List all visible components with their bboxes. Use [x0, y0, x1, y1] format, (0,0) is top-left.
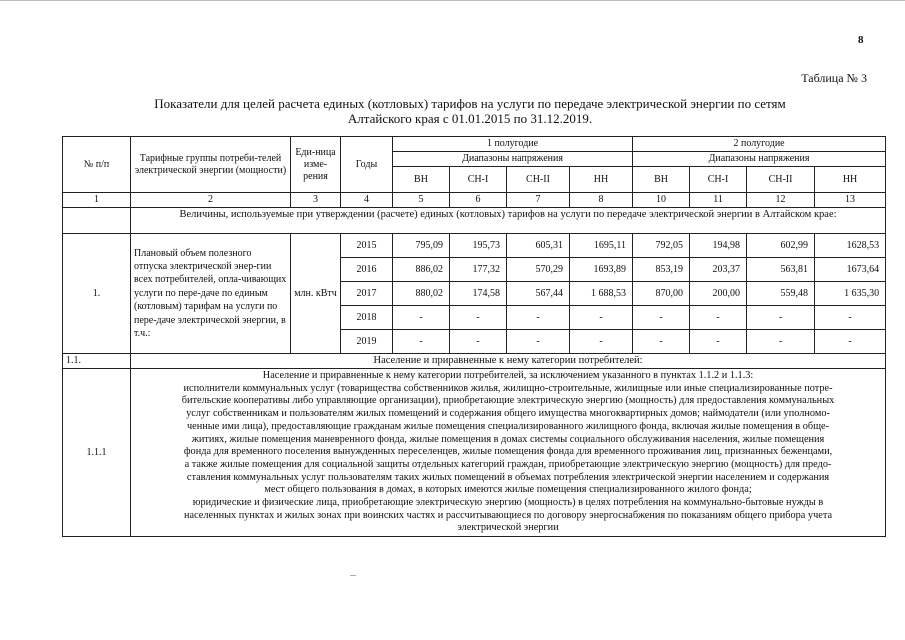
- text-line: а также жилые помещения для социальной защиты отдельных категорий граждан, приобретающие электрическую энергию (мощность) для предо-: [184, 458, 832, 470]
- value-cell: 602,99: [747, 234, 815, 258]
- header-half-1: 1 полугодие: [393, 137, 633, 152]
- value-cell: -: [815, 306, 886, 330]
- value-cell: 194,98: [690, 234, 747, 258]
- tariff-table: [62, 136, 886, 537]
- column-number: 4: [341, 193, 393, 208]
- header-unit: Еди-ница изме-рения: [291, 137, 341, 193]
- value-cell: -: [633, 330, 690, 354]
- value-cell: -: [507, 306, 570, 330]
- text-line: электрической энергии: [457, 522, 559, 534]
- header-level: ВН: [393, 167, 450, 193]
- text-line: ставления коммунальных услуг пользователям таких жилых помещений в объемах потребления электрической энергии населением и содержания: [186, 471, 830, 483]
- column-number: 5: [393, 193, 450, 208]
- header-groups: Тарифные группы потреби-телей электрической энергии (мощности): [131, 137, 291, 193]
- title-line-1: Показатели для целей расчета единых (котловых) тарифов на услуги по передаче электрической энергии по сетям: [154, 96, 786, 111]
- value-cell: -: [633, 306, 690, 330]
- header-level: СН-I: [690, 167, 747, 193]
- value-cell: 200,00: [690, 282, 747, 306]
- column-number: 8: [570, 193, 633, 208]
- value-cell: 1 635,30: [815, 282, 886, 306]
- table-label: Таблица № 3: [801, 71, 867, 85]
- value-cell: -: [393, 306, 450, 330]
- year-cell: 2015: [341, 234, 393, 258]
- value-cell: -: [393, 330, 450, 354]
- value-cell: 795,09: [393, 234, 450, 258]
- value-cell: 195,73: [450, 234, 507, 258]
- column-number: 11: [690, 193, 747, 208]
- value-cell: -: [815, 330, 886, 354]
- table-row-1-1: [63, 354, 886, 369]
- value-cell: -: [747, 330, 815, 354]
- value-cell: 792,05: [633, 234, 690, 258]
- value-cell: 570,29: [507, 258, 570, 282]
- scan-top-edge: [0, 0, 905, 1]
- value-cell: 563,81: [747, 258, 815, 282]
- value-cell: 1695,11: [570, 234, 633, 258]
- value-cell: -: [450, 330, 507, 354]
- text-line: мест общего пользования в домах, в которых имеются жилые помещения специализированного жилого фонда;: [264, 484, 752, 496]
- row-group-name: Плановый объем полезного отпуска электрической энер-гии всех потребителей, опла-чивающих услуги по пере-даче по единым (котловым) тарифам на услуги по пере-даче электрической энергии, в т.ч.:: [131, 234, 291, 354]
- column-number: 1: [63, 193, 131, 208]
- value-cell: -: [570, 330, 633, 354]
- text-line: исполнители коммунальных услуг (товарищества собственников жилья, жилищно-строительные, жилищные или иные специализированные потре-: [183, 382, 833, 394]
- header-level: ВН: [633, 167, 690, 193]
- value-cell: 880,02: [393, 282, 450, 306]
- row-unit: млн. кВтч: [291, 234, 341, 354]
- column-number: 6: [450, 193, 507, 208]
- header-ranges-1: Диапазоны напряжения: [393, 152, 633, 167]
- value-cell: -: [507, 330, 570, 354]
- column-number: 7: [507, 193, 570, 208]
- column-number: 3: [291, 193, 341, 208]
- value-cell: 605,31: [507, 234, 570, 258]
- page-number: 8: [858, 34, 864, 46]
- value-cell: 853,19: [633, 258, 690, 282]
- year-cell: 2017: [341, 282, 393, 306]
- value-cell: 559,48: [747, 282, 815, 306]
- value-cell: 870,00: [633, 282, 690, 306]
- section-title: Величины, используемые при утверждении (расчете) единых (котловых) тарифов на услуги по передаче электрической энергии в Алтайском крае:: [131, 208, 886, 234]
- value-cell: 1 688,53: [570, 282, 633, 306]
- text-line: бительские кооперативы либо управляющие организации), приобретающие электрическую энергию (мощность) для предоставления коммунальных: [181, 395, 835, 407]
- value-cell: 886,02: [393, 258, 450, 282]
- value-cell: 203,37: [690, 258, 747, 282]
- header-years: Годы: [341, 137, 393, 193]
- value-cell: 1673,64: [815, 258, 886, 282]
- row-category-title: Население и приравненные к нему категории потребителей:: [131, 354, 886, 369]
- scan-mark: [350, 575, 356, 576]
- value-cell: 567,44: [507, 282, 570, 306]
- text-line: ченные ими лица), предоставляющие гражданам жилые помещения специализированного жилищного фонда, включая жилые помещения в обще-: [187, 420, 830, 432]
- year-cell: 2016: [341, 258, 393, 282]
- row-number: 1.: [63, 234, 131, 354]
- header-level: СН-II: [747, 167, 815, 193]
- column-number: 12: [747, 193, 815, 208]
- header-level: НН: [815, 167, 886, 193]
- value-cell: -: [450, 306, 507, 330]
- value-cell: -: [690, 306, 747, 330]
- value-cell: -: [570, 306, 633, 330]
- header-row-1: [63, 137, 886, 152]
- header-ranges-2: Диапазоны напряжения: [633, 152, 886, 167]
- header-level: СН-I: [450, 167, 507, 193]
- column-number-row: [63, 193, 886, 208]
- text-line: юридические и физические лица, приобретающие электрическую энергию (мощность) в целях потребления на коммунально-бытовые нужды в: [192, 497, 824, 509]
- text-line: фонда для временного поселения вынужденных переселенцев, жилые помещения фонда для временного проживания лиц, признанных беженцами,: [183, 446, 833, 458]
- text-line: населенных пунктах и жилых зонах при воинских частях и рассчитывающиеся по договору энергоснабжения по показаниям общего прибора учета: [184, 509, 833, 521]
- row-number: 1.1.: [63, 354, 131, 369]
- year-cell: 2019: [341, 330, 393, 354]
- header-half-2: 2 полугодие: [633, 137, 886, 152]
- row-category-description: [131, 369, 886, 537]
- document-title: [90, 96, 850, 126]
- value-cell: -: [690, 330, 747, 354]
- header-level: СН-II: [507, 167, 570, 193]
- text-line: житиях, жилые помещения маневренного фонда, жилые помещения в домах системы социального обслуживания населения, жилые помещения: [191, 433, 825, 445]
- column-number: 13: [815, 193, 886, 208]
- header-level: НН: [570, 167, 633, 193]
- title-line-2: Алтайского края с 01.01.2015 по 31.12.2019.: [347, 111, 593, 126]
- section-row: [63, 208, 886, 234]
- value-cell: -: [747, 306, 815, 330]
- table-row-1-1-1: [63, 369, 886, 537]
- value-cell: 1693,89: [570, 258, 633, 282]
- text-line: Население и приравненные к нему категории потребителей, за исключением указанного в пунктах 1.1.2 и 1.1.3:: [262, 370, 754, 381]
- year-cell: 2018: [341, 306, 393, 330]
- column-number: 2: [131, 193, 291, 208]
- value-cell: 174,58: [450, 282, 507, 306]
- section-num-cell: [63, 208, 131, 234]
- row-number: 1.1.1: [63, 369, 131, 537]
- header-num: № п/п: [63, 137, 131, 193]
- text-line: услуг собственникам и пользователям жилых помещений и содержания общего имущества многоквартирных домов; наймодатели (или уполномо-: [186, 408, 830, 420]
- value-cell: 177,32: [450, 258, 507, 282]
- table-row-2015: [63, 234, 886, 258]
- value-cell: 1628,53: [815, 234, 886, 258]
- column-number: 10: [633, 193, 690, 208]
